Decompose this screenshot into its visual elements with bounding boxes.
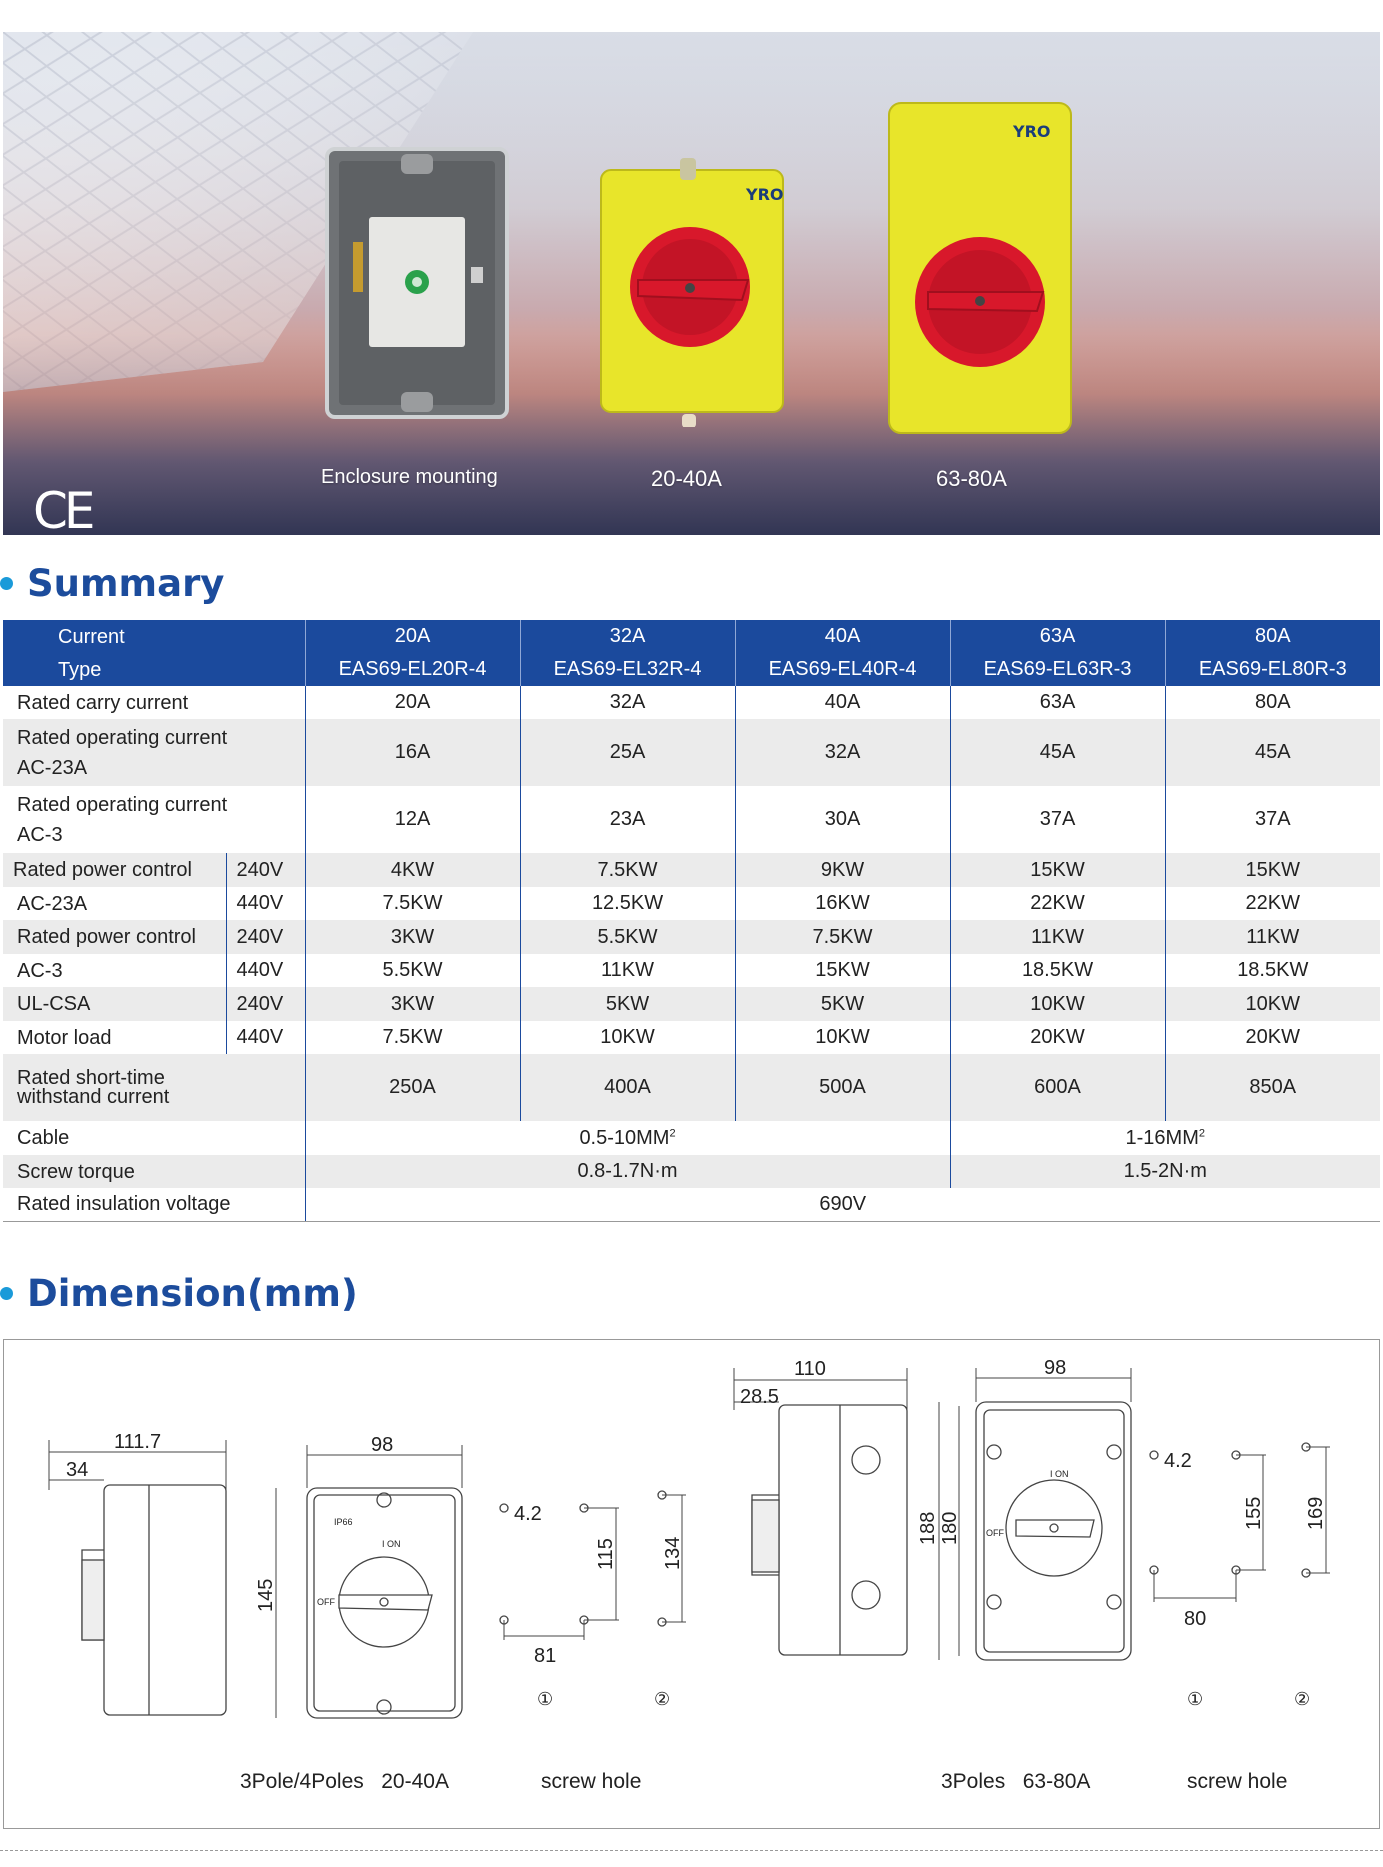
table-cell: 25A (520, 719, 735, 786)
table-row (3, 1155, 1380, 1188)
circled-two-large: ② (1294, 1689, 1311, 1709)
bullet-icon (0, 577, 13, 590)
table-cell: 3KW (305, 920, 520, 954)
table-cell: 16A (305, 719, 520, 786)
header-cell: EAS69-EL63R-3 (950, 653, 1165, 686)
front-view-63-80a (939, 1368, 1131, 1660)
row-label-line: Rated short-time (17, 1066, 165, 1089)
table-cell: 690V (305, 1188, 1380, 1221)
dim-side-width-large: 110 (794, 1358, 826, 1380)
table-cell: 10KW (735, 1021, 950, 1054)
table-cell: 7.5KW (305, 887, 520, 920)
table-cell: 30A (735, 786, 950, 853)
table-cell: 250A (305, 1054, 520, 1121)
voltage-cell: 240V (226, 987, 305, 1021)
table-cell: 45A (950, 719, 1165, 786)
ce-mark: CE (33, 482, 92, 535)
dimension-title: Dimension(mm) (27, 1272, 358, 1315)
row-label: Rated carry current (3, 686, 305, 719)
switch-20-40a-image (598, 142, 788, 427)
caption-enclosure: Enclosure mounting (321, 466, 498, 488)
row-label-line: AC-23A (17, 756, 88, 779)
table-cell: 11KW (1165, 920, 1380, 954)
front-view-20-40a (276, 1445, 462, 1718)
dim-front-width: 98 (371, 1434, 394, 1456)
dimension-drawings (3, 1339, 1380, 1829)
header-cell: 32A (520, 620, 735, 653)
table-cell: 15KW (735, 954, 950, 987)
table-cell: 16KW (735, 887, 950, 920)
row-label-line: Rated operating current (17, 793, 228, 816)
row-label (3, 719, 305, 786)
dim-hole-diameter: 4.2 (514, 1503, 542, 1525)
table-row (3, 954, 1380, 987)
table-cell (950, 1121, 1380, 1155)
dim-hole-height-2-large: 169 (1305, 1496, 1327, 1530)
header-cell: 40A (735, 620, 950, 653)
cable-large: 1-16MM (1125, 1126, 1199, 1149)
caption-screw-hole-large: screw hole (1187, 1770, 1288, 1793)
row-label-line: AC-3 (17, 823, 63, 846)
header-cell: EAS69-EL40R-4 (735, 653, 950, 686)
table-cell: 9KW (735, 853, 950, 887)
product-banner (3, 32, 1380, 535)
header-cell: EAS69-EL80R-3 (1165, 653, 1380, 686)
header-cell: 20A (305, 620, 520, 653)
table-cell: 37A (1165, 786, 1380, 853)
superscript: 2 (669, 1126, 676, 1139)
header-cell: EAS69-EL32R-4 (520, 653, 735, 686)
table-cell: 20A (305, 686, 520, 719)
table-cell: 22KW (950, 887, 1165, 920)
dim-side-offset-large: 28.5 (740, 1386, 779, 1408)
brand-logo: YRO (746, 185, 784, 204)
table-cell: 23A (520, 786, 735, 853)
circled-one: ① (537, 1689, 554, 1709)
table-cell: 400A (520, 1054, 735, 1121)
row-label: AC-23A (3, 887, 226, 920)
table-row (3, 1021, 1380, 1054)
row-label (3, 786, 305, 853)
table-cell: 37A (950, 786, 1165, 853)
dim-front-width-large: 98 (1044, 1357, 1067, 1379)
header-label: Current (3, 620, 305, 653)
table-cell: 7.5KW (735, 920, 950, 954)
table-cell: 7.5KW (305, 1021, 520, 1054)
table-cell: 20KW (1165, 1021, 1380, 1054)
table-cell: 12A (305, 786, 520, 853)
table-cell: 40A (735, 686, 950, 719)
circled-two: ② (654, 1689, 671, 1709)
table-cell: 7.5KW (520, 853, 735, 887)
circled-one-large: ① (1187, 1689, 1204, 1709)
table-cell: 5.5KW (305, 954, 520, 987)
table-cell: 15KW (950, 853, 1165, 887)
bullet-icon (0, 1287, 13, 1300)
table-cell: 15KW (1165, 853, 1380, 887)
table-row (3, 853, 1380, 887)
table-cell: 0.8-1.7N·m (305, 1155, 950, 1188)
table-cell: 4KW (305, 853, 520, 887)
dim-hole-width: 81 (534, 1645, 557, 1667)
voltage-cell: 440V (226, 1021, 305, 1054)
caption-63-80a: 63-80A (936, 466, 1007, 491)
table-row (3, 719, 1380, 786)
caption-3poles: 3Poles 63-80A (941, 1770, 1091, 1793)
dim-side-height-2: 180 (939, 1511, 961, 1545)
table-cell: 11KW (950, 920, 1165, 954)
side-view-63-80a (734, 1368, 907, 1655)
header-cell: EAS69-EL20R-4 (305, 653, 520, 686)
dim-hole-height-2: 134 (662, 1536, 684, 1570)
table-cell: 5.5KW (520, 920, 735, 954)
on-label: I ON (382, 1539, 401, 1549)
table-cell (305, 1121, 950, 1155)
side-view-20-40a (49, 1440, 226, 1715)
table-cell: 32A (735, 719, 950, 786)
table-cell: 5KW (735, 987, 950, 1021)
summary-table (3, 620, 1380, 1222)
voltage-cell: 240V (226, 853, 305, 887)
summary-heading (0, 562, 224, 605)
dim-side-height-1: 188 (917, 1511, 939, 1545)
dim-hole-height-1: 115 (595, 1538, 617, 1570)
table-cell: 18.5KW (1165, 954, 1380, 987)
row-label-line: withstand current (17, 1085, 170, 1108)
table-row (3, 920, 1380, 954)
page-divider (0, 1850, 1383, 1851)
table-row (3, 1121, 1380, 1155)
dim-side-width: 111.7 (114, 1431, 162, 1453)
table-header-type (3, 653, 1380, 686)
row-label (3, 1054, 305, 1121)
row-label: Cable (3, 1121, 305, 1155)
table-cell: 600A (950, 1054, 1165, 1121)
table-row (3, 786, 1380, 853)
off-label: OFF (317, 1597, 335, 1607)
table-cell: 18.5KW (950, 954, 1165, 987)
table-cell: 12.5KW (520, 887, 735, 920)
row-label-line: Rated operating current (17, 726, 228, 749)
table-row (3, 887, 1380, 920)
dim-front-height: 145 (255, 1578, 277, 1612)
table-cell: 32A (520, 686, 735, 719)
dim-side-offset: 34 (66, 1459, 89, 1481)
table-cell: 3KW (305, 987, 520, 1021)
superscript: 2 (1198, 1126, 1205, 1139)
caption-3pole-4poles: 3Pole/4Poles 20-40A (240, 1770, 449, 1793)
dim-hole-width-large: 80 (1184, 1608, 1207, 1630)
ip-rating-label: IP66 (334, 1517, 353, 1527)
table-row (3, 1188, 1380, 1221)
table-row (3, 987, 1380, 1021)
table-cell: 63A (950, 686, 1165, 719)
table-cell: 5KW (520, 987, 735, 1021)
table-header-current (3, 620, 1380, 653)
on-label-large: I ON (1050, 1469, 1069, 1479)
voltage-cell: 440V (226, 887, 305, 920)
table-cell: 850A (1165, 1054, 1380, 1121)
enclosure-product-image (325, 147, 510, 422)
header-cell: 80A (1165, 620, 1380, 653)
row-label: AC-3 (3, 954, 226, 987)
header-cell: 63A (950, 620, 1165, 653)
table-cell: 500A (735, 1054, 950, 1121)
table-cell: 10KW (1165, 987, 1380, 1021)
switch-63-80a-image (883, 97, 1078, 442)
cable-small: 0.5-10MM (579, 1126, 670, 1149)
table-cell: 1.5-2N·m (950, 1155, 1380, 1188)
summary-title: Summary (27, 562, 225, 605)
dim-hole-diameter-large: 4.2 (1164, 1450, 1192, 1472)
dimension-heading (0, 1272, 358, 1315)
table-cell: 22KW (1165, 887, 1380, 920)
off-label-large: OFF (986, 1528, 1004, 1538)
row-label: Screw torque (3, 1155, 305, 1188)
row-label: UL-CSA (3, 987, 226, 1021)
row-label: Rated insulation voltage (3, 1188, 305, 1221)
table-row (3, 686, 1380, 719)
caption-20-40a: 20-40A (651, 466, 722, 491)
table-cell: 10KW (950, 987, 1165, 1021)
table-cell: 11KW (520, 954, 735, 987)
brand-logo-large: YRO (1013, 122, 1051, 141)
caption-screw-hole: screw hole (541, 1770, 642, 1793)
table-cell: 45A (1165, 719, 1380, 786)
voltage-cell: 240V (226, 920, 305, 954)
dim-hole-height-1-large: 155 (1243, 1496, 1265, 1530)
table-cell: 20KW (950, 1021, 1165, 1054)
table-row (3, 1054, 1380, 1121)
voltage-cell: 440V (226, 954, 305, 987)
row-label: Rated power control (3, 853, 226, 887)
table-cell: 10KW (520, 1021, 735, 1054)
row-label: Rated power control (3, 920, 226, 954)
table-cell: 80A (1165, 686, 1380, 719)
row-label: Motor load (3, 1021, 226, 1054)
header-label: Type (3, 653, 305, 686)
